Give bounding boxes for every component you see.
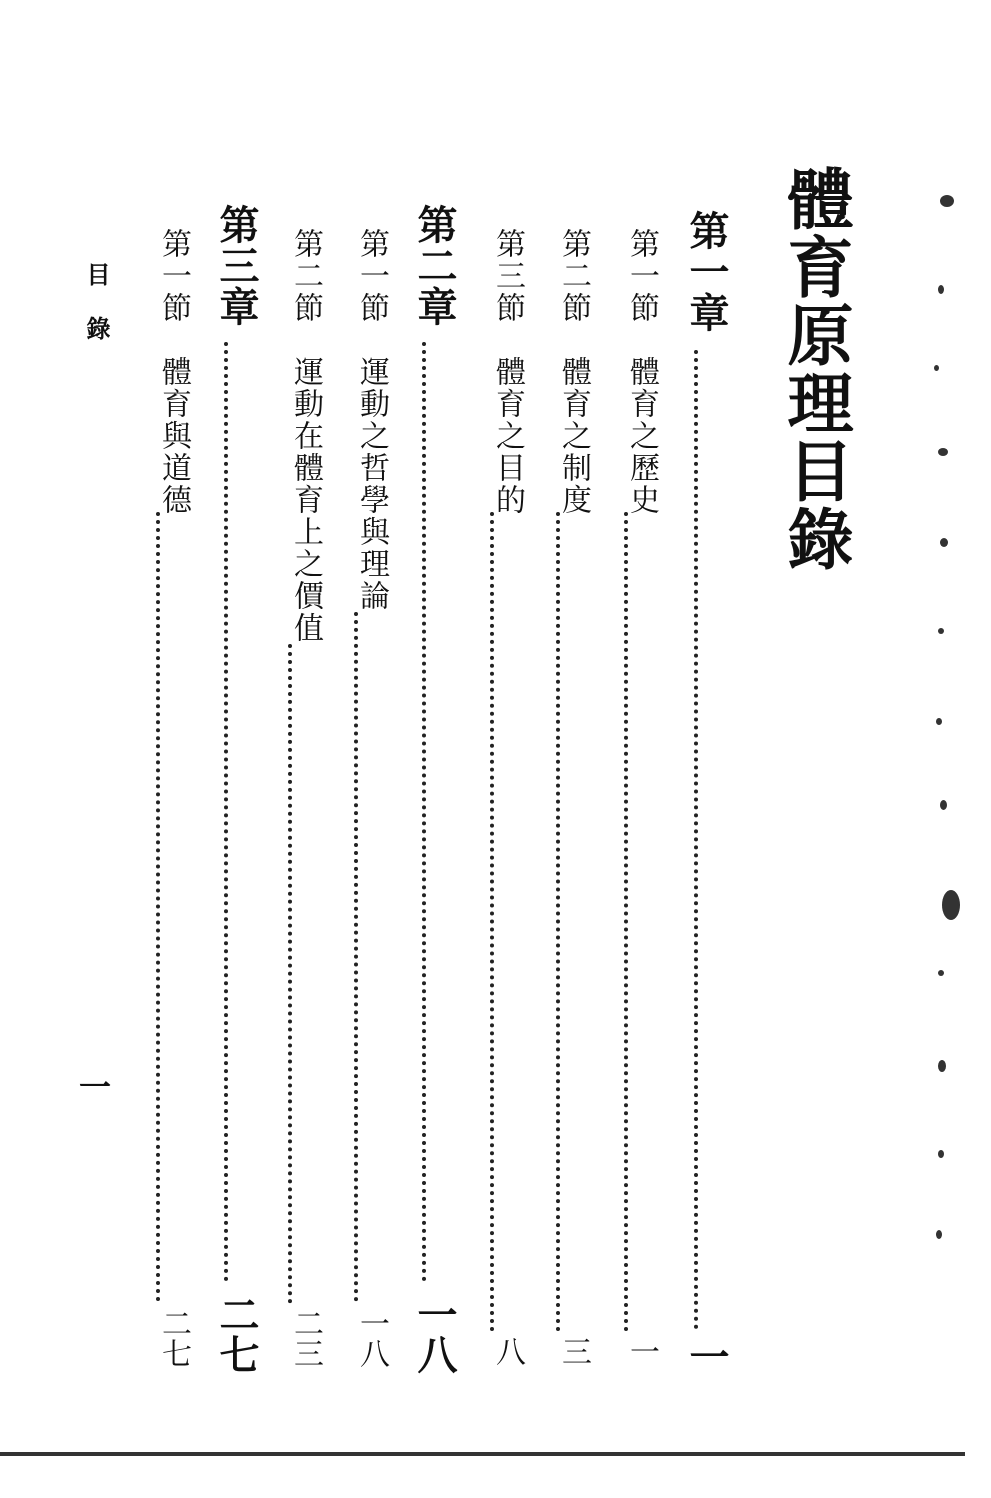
speck bbox=[938, 970, 944, 976]
speck bbox=[934, 365, 939, 371]
toc-entry-chapter-1 bbox=[666, 210, 730, 1380]
speck bbox=[940, 538, 948, 547]
toc-title: 體育原理目錄 bbox=[776, 165, 854, 573]
entry-page-number: 二七 bbox=[156, 1308, 191, 1368]
speck bbox=[942, 890, 960, 920]
speck bbox=[938, 285, 944, 294]
entry-page-number: 一八 bbox=[354, 1308, 389, 1368]
dot-leader bbox=[156, 512, 160, 1302]
entry-page-number: 三 bbox=[556, 1336, 591, 1366]
entry-label: 第三節 體育之目的 bbox=[490, 228, 525, 516]
toc-entry-chapter-3 bbox=[196, 204, 260, 1374]
entry-page-number: 一 bbox=[624, 1336, 659, 1366]
scan-edge-specks bbox=[920, 180, 990, 1280]
dot-leader bbox=[694, 350, 698, 1330]
entry-page-number: 二七 bbox=[213, 1294, 260, 1374]
dot-leader bbox=[556, 512, 560, 1332]
entry-label: 第一節 體育與道德 bbox=[156, 228, 191, 516]
dot-leader bbox=[624, 512, 628, 1332]
entry-label: 第一章 bbox=[683, 210, 730, 333]
entry-page-number: 一 bbox=[683, 1336, 730, 1376]
dot-leader bbox=[490, 512, 494, 1332]
toc-entry-section-2-2 bbox=[260, 228, 323, 1378]
entry-label: 第一節 體育之歷史 bbox=[624, 228, 659, 516]
entry-label: 第三章 bbox=[213, 204, 260, 327]
entry-page-number: 一八 bbox=[411, 1294, 458, 1374]
speck bbox=[940, 800, 947, 810]
speck bbox=[936, 1230, 942, 1239]
speck bbox=[936, 718, 942, 725]
entry-label: 第一節 運動之哲學與理論 bbox=[354, 228, 389, 612]
bottom-rule bbox=[0, 1452, 965, 1456]
toc-entry-section-1-3 bbox=[462, 228, 525, 1378]
speck bbox=[938, 448, 948, 456]
toc-entry-chapter-2 bbox=[394, 204, 458, 1374]
dot-leader bbox=[224, 342, 228, 1282]
toc-entry-section-1-2 bbox=[528, 228, 591, 1378]
toc-entry-section-3-1 bbox=[128, 228, 191, 1378]
speck bbox=[938, 1150, 944, 1158]
dot-leader bbox=[288, 644, 292, 1304]
entry-label: 第二節 運動在體育上之價值 bbox=[288, 228, 323, 644]
dot-leader bbox=[422, 342, 426, 1282]
entry-page-number: 八 bbox=[490, 1336, 525, 1366]
entry-page-number: 二三 bbox=[288, 1308, 323, 1368]
entry-label: 第二章 bbox=[411, 204, 458, 327]
entry-label: 第二節 體育之制度 bbox=[556, 228, 591, 516]
speck bbox=[938, 1060, 946, 1072]
speck bbox=[940, 195, 954, 207]
running-header: 目錄 bbox=[82, 262, 111, 370]
toc-entry-section-1-1 bbox=[596, 228, 659, 1378]
page-folio: 一 bbox=[74, 1070, 112, 1102]
dot-leader bbox=[354, 612, 358, 1302]
toc-entry-section-2-1 bbox=[326, 228, 389, 1378]
speck bbox=[938, 628, 944, 634]
